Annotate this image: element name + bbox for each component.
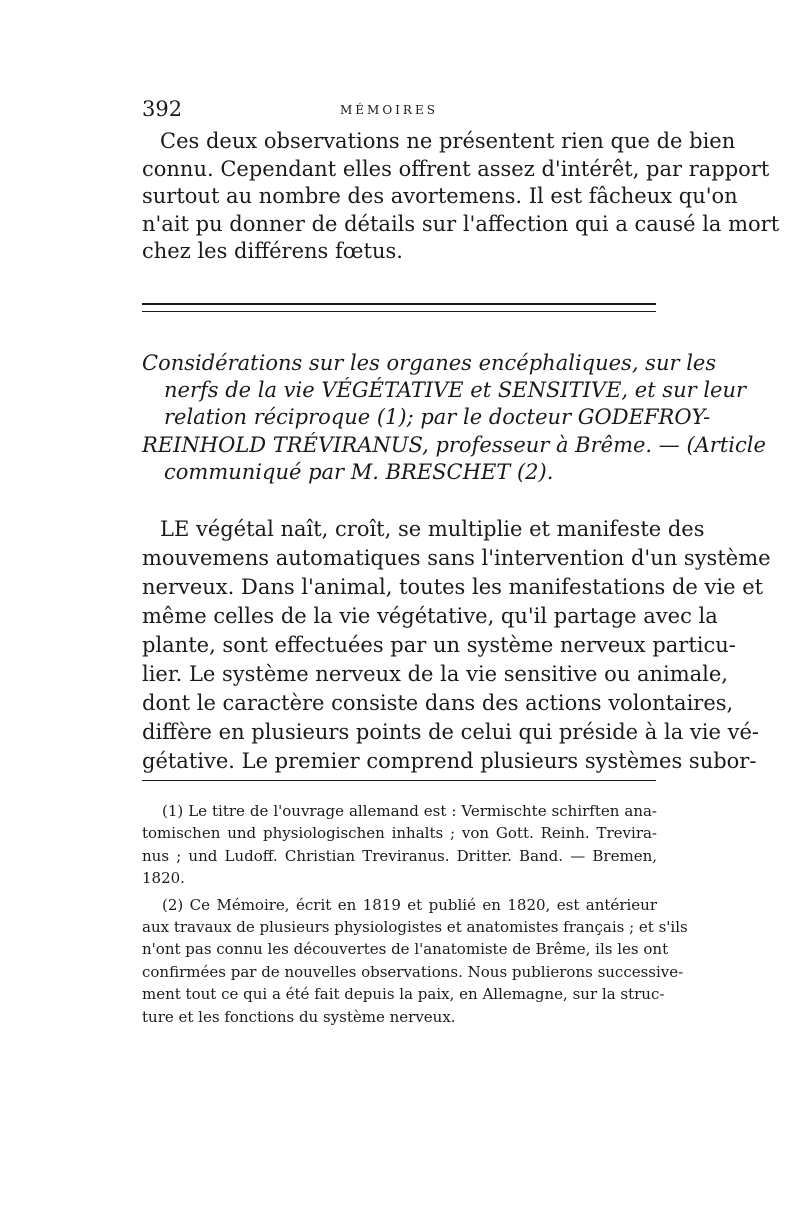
footnote-line: confirmées par de nouvelles observations. Nous publierons successive-: [142, 962, 684, 981]
footnotes: [142, 800, 688, 1032]
body-line: gétative. Le premier comprend plusieurs systèmes subor-: [142, 749, 757, 773]
footnote-line: (1) Le titre de l'ouvrage allemand est : Vermischte schirften ana-: [162, 802, 657, 820]
title-line: Considérations sur les organes encéphaliques, sur les: [142, 351, 717, 375]
body-line: diffère en plusieurs points de celui qui préside à la vie vé-: [142, 720, 759, 744]
article-title: [142, 350, 766, 486]
footnote-1: [142, 800, 657, 890]
footnote-2: [142, 894, 688, 1028]
intro-line: Ces deux observations ne présentent rien que de bien: [160, 129, 736, 153]
footnote-line: 1820.: [142, 869, 185, 888]
body-line: dont le caractère consiste dans des actions volontaires,: [142, 691, 734, 715]
footnote-line: n'ont pas connu les découvertes de l'anatomiste de Brême, ils les ont: [142, 940, 669, 959]
title-line: REINHOLD TRÉVIRANUS, professeur à Brême. — (Article: [142, 432, 766, 457]
intro-line: n'ait pu donner de détails sur l'affection qui a causé la mort: [142, 211, 780, 236]
body-line: lier. Le système nerveux de la vie sensitive ou animale,: [142, 662, 728, 686]
title-line: nerfs de la vie VÉGÉTATIVE et SENSITIVE, et sur leur: [164, 378, 747, 403]
intro-line: connu. Cependant elles offrent assez d'intérêt, par rapport: [142, 156, 770, 181]
footnote-line: aux travaux de plusieurs physiologistes et anatomistes français ; et s'ils: [142, 918, 688, 937]
title-line: relation réciproque (1); par le docteur GODEFROY-: [164, 405, 711, 430]
intro-paragraph: [142, 128, 780, 266]
title-line: communiqué par M. BRESCHET (2).: [164, 459, 554, 484]
intro-line: surtout au nombre des avortemens. Il est fâcheux qu'on: [142, 184, 738, 208]
footnote-line: ment tout ce qui a été fait depuis la paix, en Allemagne, sur la struc-: [142, 985, 665, 1004]
page-header: [142, 97, 657, 125]
page-number: 392: [142, 97, 183, 121]
body-line: LE végétal naît, croît, se multiplie et manifeste des: [160, 517, 705, 541]
body-line: mouvemens automatiques sans l'intervention d'un système: [142, 546, 771, 570]
footnote-line: nus ; und Ludoff. Christian Treviranus. Dritter. Band. — Bremen,: [142, 846, 657, 865]
section-rule-thin: [142, 311, 656, 312]
body-line: même celles de la vie végétative, qu'il partage avec la: [142, 604, 718, 628]
running-head: MÉMOIRES: [340, 103, 438, 117]
section-rule-thick: [142, 303, 656, 305]
body-line: nerveux. Dans l'animal, toutes les manifestations de vie et: [142, 575, 764, 599]
footnote-line: (2) Ce Mémoire, écrit en 1819 et publié en 1820, est antérieur: [162, 895, 657, 914]
footnote-rule: [142, 780, 656, 781]
body-paragraph: [142, 515, 771, 776]
intro-line: chez les différens fœtus.: [142, 239, 403, 263]
footnote-line: tomischen und physiologischen inhalts ; von Gott. Reinh. Trevira-: [142, 824, 657, 843]
body-line: plante, sont effectuées par un système nerveux particu-: [142, 633, 736, 657]
footnote-line: ture et les fonctions du système nerveux.: [142, 1007, 456, 1026]
